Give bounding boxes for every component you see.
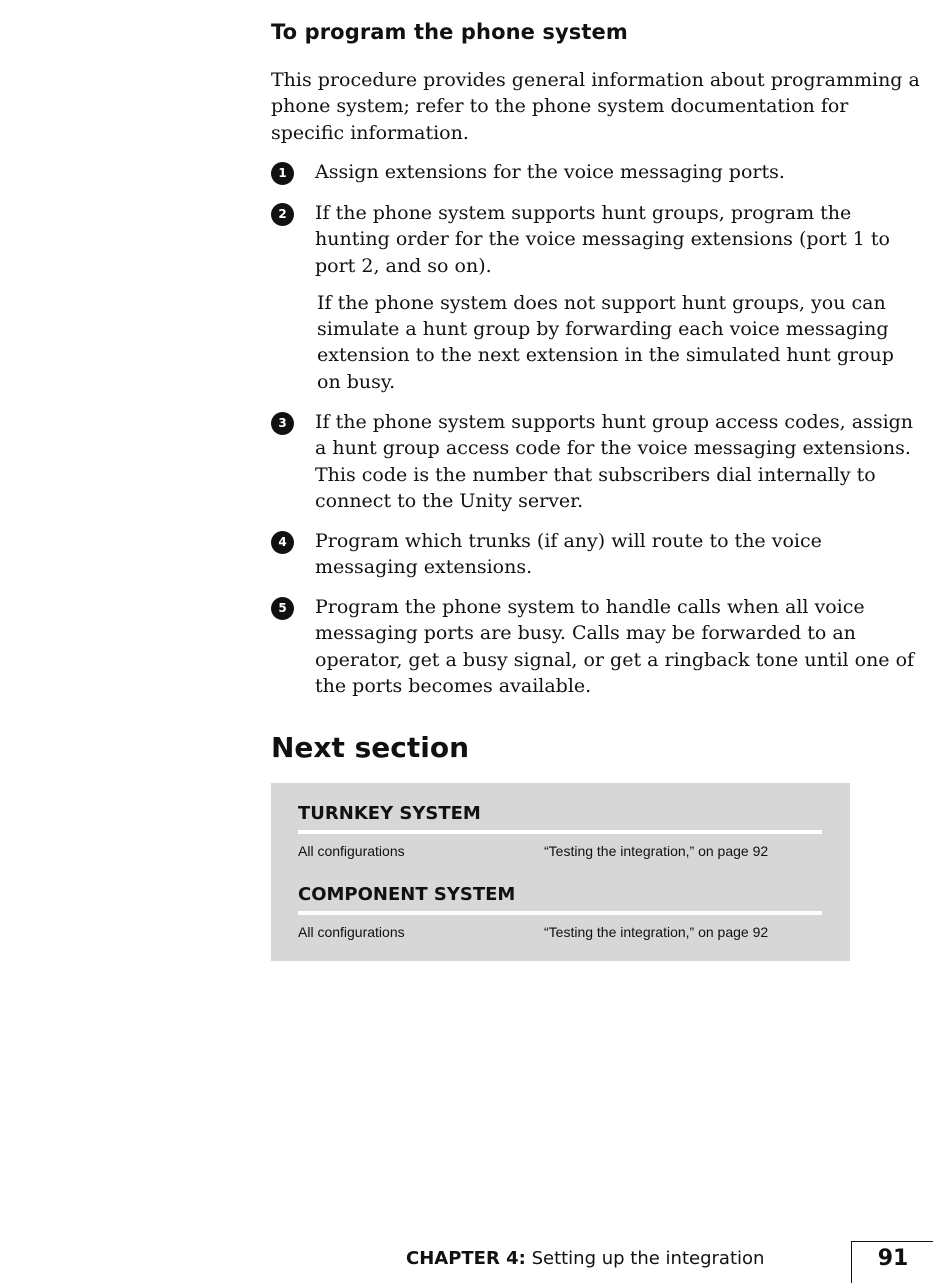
page-number: 91 (877, 1246, 909, 1271)
component-reference-link[interactable]: “Testing the integration,” on page 92 (544, 924, 769, 940)
next-section-heading: Next section (271, 731, 470, 764)
chapter-label: CHAPTER 4: (406, 1248, 526, 1269)
step-text: Assign extensions for the voice messaging ports. (315, 161, 785, 183)
turnkey-config: All configurations (298, 843, 405, 859)
turnkey-reference-link[interactable]: “Testing the integration,” on page 92 (544, 843, 769, 859)
step-number-badge: 3 (271, 412, 294, 435)
turnkey-system-title: TURNKEY SYSTEM (298, 803, 481, 824)
step-1 (271, 159, 921, 185)
step-text: Program which trunks (if any) will route to the voice messaging extensions. (315, 530, 822, 579)
component-config: All configurations (298, 924, 405, 940)
step-text: If the phone system supports hunt group access codes, assign a hunt group access code for the voice messaging extensions. This code is the number that subscribers dial internally to connect to the Unity server. (315, 411, 914, 512)
step-5 (271, 594, 921, 699)
step-number-badge: 5 (271, 597, 294, 620)
component-system-title: COMPONENT SYSTEM (298, 884, 516, 905)
chapter-title: Setting up the integration (531, 1248, 765, 1269)
step-3 (271, 409, 921, 514)
component-divider (298, 911, 822, 915)
step-number-badge: 1 (271, 162, 294, 185)
page-number-box (851, 1241, 933, 1283)
step-number-badge: 4 (271, 531, 294, 554)
step-text: Program the phone system to handle calls when all voice messaging ports are busy. Calls may be forwarded to an operator, get a busy signal, or get a ringback tone until one of the ports becomes available. (315, 596, 915, 697)
procedure-heading: To program the phone system (271, 20, 628, 44)
step-4 (271, 528, 921, 581)
procedure-intro: This procedure provides general information about programming a phone system; refer to the phone system documentation for specific information. (271, 69, 920, 144)
next-section-table (271, 783, 850, 961)
turnkey-divider (298, 830, 822, 834)
step-text: If the phone system supports hunt groups, program the hunting order for the voice messaging extensions (port 1 to port 2, and so on). (315, 202, 890, 277)
step-number-badge: 2 (271, 203, 294, 226)
footer-chapter (406, 1248, 764, 1269)
step-note: If the phone system does not support hunt groups, you can simulate a hunt group by forwarding each voice messaging extension to the next extension in the simulated hunt group on busy. (317, 291, 894, 393)
step-2 (271, 200, 921, 395)
